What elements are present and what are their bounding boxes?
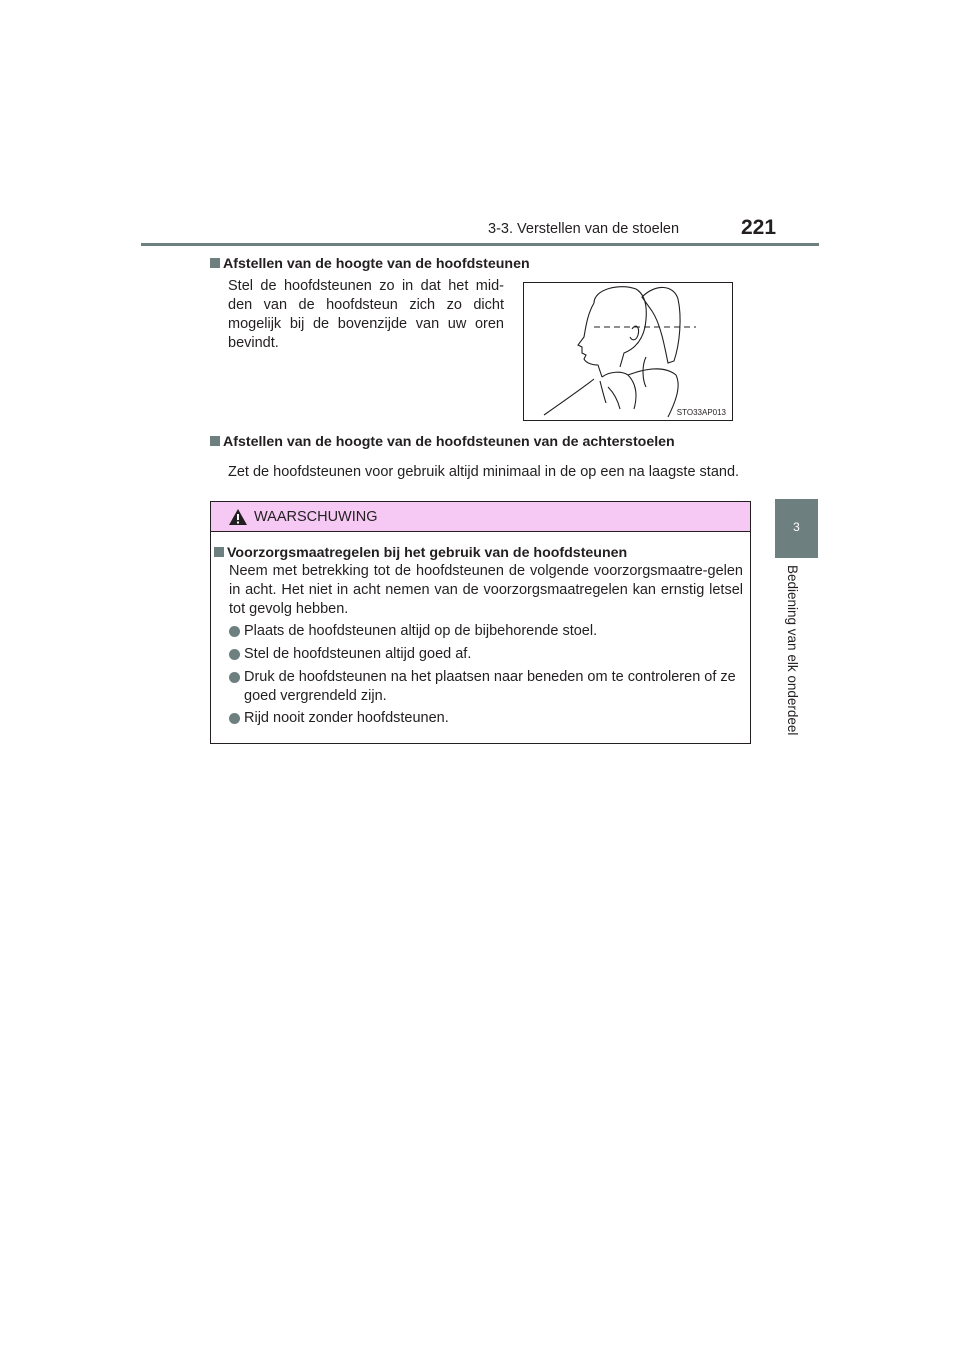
header-divider [141, 243, 819, 246]
section-heading: Afstellen van de hoogte van de hoofdsteunen van de achterstoelen [210, 434, 675, 450]
warning-bullet: Druk de hoofdsteunen na het plaatsen naar beneden om te controleren of ze goed vergrendeld zijn. [229, 668, 745, 706]
page-number: 221 [741, 216, 777, 239]
section-text: Stel de hoofdsteunen zo in dat het mid-den van de hoofdsteun zich zo dicht mogelijk bij de bovenzijde van uw oren bevindt. [228, 278, 504, 351]
warning-header [211, 502, 750, 532]
square-bullet-icon [210, 258, 220, 268]
figure-code: STO33AP013 [676, 408, 726, 417]
warning-triangle-icon [228, 508, 248, 526]
section-heading: Afstellen van de hoogte van de hoofdsteunen [210, 256, 530, 272]
circle-bullet-icon [229, 649, 240, 660]
square-bullet-icon [214, 547, 224, 557]
circle-bullet-icon [229, 713, 240, 724]
circle-bullet-icon [229, 626, 240, 637]
chapter-title: 3-3. Verstellen van de stoelen [488, 221, 680, 237]
square-bullet-icon [210, 436, 220, 446]
warning-heading: Voorzorgsmaatregelen bij het gebruik van de hoofdsteunen [214, 545, 627, 561]
warning-bullet: Plaats de hoofdsteunen altijd op de bijbehorende stoel. [229, 622, 745, 641]
warning-bullet: Rijd nooit zonder hoofdsteunen. [229, 709, 745, 728]
warning-box [210, 501, 751, 744]
chapter-tab-label: Bediening van elk onderdeel [785, 565, 800, 736]
circle-bullet-icon [229, 672, 240, 683]
warning-bullet: Stel de hoofdsteunen altijd goed af. [229, 645, 745, 664]
headrest-drawing-icon [524, 283, 732, 420]
chapter-tab-number: 3 [793, 520, 800, 534]
warning-title: WAARSCHUWING [254, 509, 378, 525]
headrest-illustration [523, 282, 733, 421]
warning-text: Neem met betrekking tot de hoofdsteunen de volgende voorzorgsmaatre-gelen in acht. Het niet in acht nemen van de voorzorgsmaatregelen kan ernstig letsel tot gevolg hebben. [229, 563, 743, 617]
section-text: Zet de hoofdsteunen voor gebruik altijd minimaal in de op een na laagste stand. [228, 464, 740, 480]
